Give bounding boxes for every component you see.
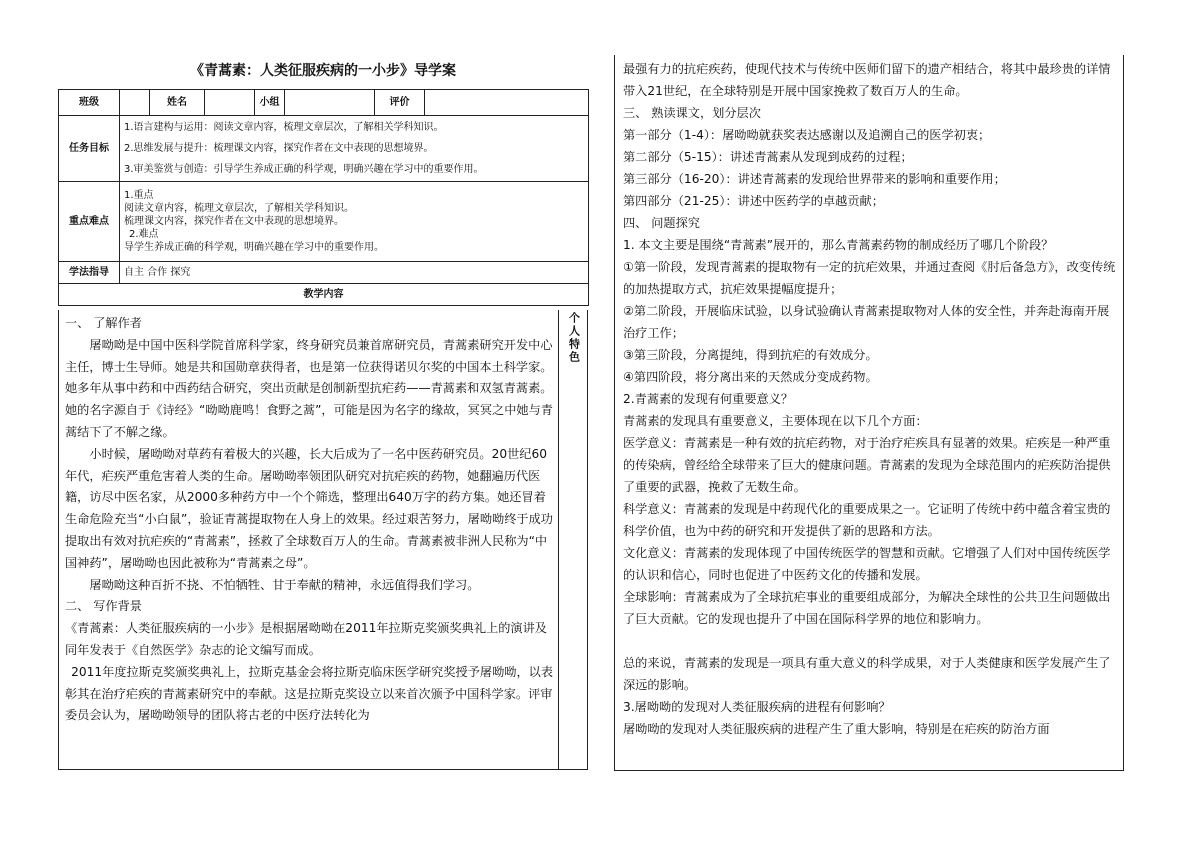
outline-item: 第四部分（21-25）：讲述中医药学的卓越贡献； [623, 194, 884, 208]
key-line: 梳理课文内容，探究作者在文中表现的思想境界。 [124, 216, 344, 227]
question: 1. 本文主要是围绕“青蒿素”展开的，那么青蒿素药物的制成经历了哪几个阶段？ [623, 238, 1054, 252]
key-line: 1.重点 [124, 190, 154, 201]
outline-item: 第三部分（16-20）：讲述青蒿素的发现给世界带来的影响和重要作用； [623, 172, 1006, 186]
task-item: 3.审美鉴赏与创造：引导学生养成正确的科学观，明确兴趣在学习中的重要作用。 [124, 164, 484, 175]
section-heading: 一、 了解作者 [65, 316, 142, 330]
paragraph: 全球影响：青蒿素成为了全球抗疟事业的重要组成部分，为解决全球性的公共卫生问题做出了巨大贡献。它的发现也提升了中国在国际科学界的地位和影响力。 [623, 590, 1111, 626]
paragraph: 总的来说，青蒿素的发现是一项具有重大意义的科学成果，对于人类健康和医学发展产生了深远的影响。 [623, 656, 1111, 692]
info-table [58, 89, 589, 306]
key-line: 导学生养成正确的科学观，明确兴趣在学习中的重要作用。 [124, 242, 384, 253]
method-label: 学法指导 [59, 262, 120, 284]
content-header: 教学内容 [59, 284, 589, 306]
outline-item: 第一部分（1-4）：屠呦呦就获奖表达感谢以及追溯自己的医学初衷； [623, 128, 991, 142]
paragraph: 医学意义：青蒿素是一种有效的抗疟药物，对于治疗疟疾具有显著的效果。疟疾是一种严重的传染病，曾经给全球带来了巨大的健康问题。青蒿素的发现为全球范围内的疟疾防治提供了重要的武器，挽救了无数生命。 [623, 436, 1111, 494]
task-objectives [120, 116, 589, 182]
section-heading: 三、 熟读课文，划分层次 [623, 106, 761, 120]
name-field[interactable] [205, 90, 255, 116]
paragraph: 屠呦呦是中国中医科学院首席科学家，终身研究员兼首席研究员，青蒿素研究开发中心主任，博士生导师。她是共和国勋章获得者，也是第一位获得诺贝尔奖的中国本土科学家。她多年从事中药和中西药结合研究，突出贡献是创制新型抗疟药——青蒿素和双氢青蒿素。她的名字源自于《诗经》“呦呦鹿鸣！食野之蒿”，可能是因为名字的缘故，冥冥之中她与青蒿结下了不解之缘。 [65, 337, 553, 439]
task-label: 任务目标 [59, 116, 120, 182]
answer-item: ①第一阶段，发现青蒿素的提取物有一定的抗疟效果，并通过查阅《肘后备急方》，改变传统的加热提取方式，抗疟效果提幅度提升； [623, 260, 1116, 296]
key-label: 重点难点 [59, 182, 120, 262]
paragraph: 屠呦呦这种百折不挠、不怕牺牲、甘于奉献的精神，永远值得我们学习。 [89, 577, 480, 592]
section-heading: 四、 问题探究 [623, 216, 700, 230]
answer-item: ④第四阶段，将分离出来的天然成分变成药物。 [623, 370, 878, 384]
method-value: 自主 合作 探究 [120, 262, 589, 284]
paragraph: 科学意义：青蒿素的发现是中药现代化的重要成果之一。它证明了传统中药中蕴含着宝贵的科学价值，也为中药的研究和开发提供了新的思路和方法。 [623, 502, 1111, 538]
left-content-body [59, 310, 559, 770]
paragraph: 文化意义：青蒿素的发现体现了中国传统医学的智慧和贡献。它增强了人们对中国传统医学的认识和信心，同时也促进了中医药文化的传播和发展。 [623, 546, 1111, 582]
paragraph: 最强有力的抗疟疾药，使现代技术与传统中医师们留下的遗产相结合，将其中最珍贵的详情带入21世纪，在全球特别是开展中国家挽救了数百万人的生命。 [623, 62, 1111, 98]
answer-item: ②第二阶段，开展临床试验，以身试验确认青蒿素提取物对人体的安全性，并奔赴海南开展治疗工作； [623, 304, 1110, 340]
key-line: 阅读文章内容，梳理文章层次，了解相关学科知识。 [124, 203, 354, 214]
group-field[interactable] [285, 90, 375, 116]
class-field[interactable] [120, 90, 150, 116]
question: 2.青蒿素的发现有何重要意义？ [623, 392, 794, 406]
section-heading: 二、 写作背景 [65, 599, 142, 614]
task-item: 2.思维发展与提升：梳理课文内容，探究作者在文中表现的思想境界。 [124, 143, 434, 154]
paragraph: 青蒿素的发现具有重要意义，主要体现在以下几个方面： [623, 414, 928, 428]
eval-field[interactable] [425, 90, 589, 116]
answer-item: ③第三阶段，分离提纯，得到抗疟的有效成分。 [623, 348, 878, 362]
paragraph: 小时候，屠呦呦对草药有着极大的兴趣，长大后成为了一名中医药研究员。20世纪60年代，疟疾严重危害着人类的生命。屠呦呦率领团队研究对抗疟疾的药物，她翻遍历代医籍，访尽中医名家，从2000多种药方中一个个筛选，整理出640万字的药方集。她还冒着生命危险充当“小白鼠”，验证青蒿提取物在人身上的效果。经过艰苦努力，屠呦呦终于成功提取出有效对抗疟疾的“青蒿素”，拯救了全球数百万人的生命。青蒿素被非洲人民称为“中国神药”，屠呦呦也因此被称为“青蒿素之母”。 [65, 446, 553, 570]
name-label: 姓名 [150, 90, 205, 116]
right-content-column [614, 55, 1124, 771]
task-item: 1.语言建构与运用：阅读文章内容，梳理文章层次，了解相关学科知识。 [124, 122, 444, 133]
personal-features-label: 个人特色 [567, 312, 581, 364]
paragraph: 屠呦呦的发现对人类征服疾病的进程产生了重大影响，特别是在疟疾的防治方面 [623, 722, 1050, 736]
group-label: 小组 [255, 90, 285, 116]
key-line: 2.难点 [129, 229, 159, 240]
eval-label: 评价 [375, 90, 425, 116]
paragraph: 2011年度拉斯克奖颁奖典礼上，拉斯克基金会将拉斯克临床医学研究奖授予屠呦呦，以表彰其在治疗疟疾的青蒿素研究中的奉献。这是拉斯克奖设立以来首次颁予中国科学家。评审委员会认为，屠呦呦领导的团队将古老的中医疗法转化为 [65, 664, 554, 723]
key-points [120, 182, 589, 262]
outline-item: 第二部分（5-15）：讲述青蒿素从发现到成药的过程； [623, 150, 913, 164]
paragraph: 《青蒿素：人类征服疾病的一小步》是根据屠呦呦在2011年拉斯克奖颁奖典礼上的演讲及同年发表于《自然医学》杂志的论文编写而成。 [65, 621, 547, 657]
teaching-content [58, 310, 588, 770]
blank-line [623, 630, 1117, 652]
class-label: 班级 [59, 90, 120, 116]
question: 3.屠呦呦的发现对人类征服疾病的进程有何影响？ [623, 700, 891, 714]
page-title: 《青蒿素：人类征服疾病的一小步》导学案 [190, 63, 456, 79]
